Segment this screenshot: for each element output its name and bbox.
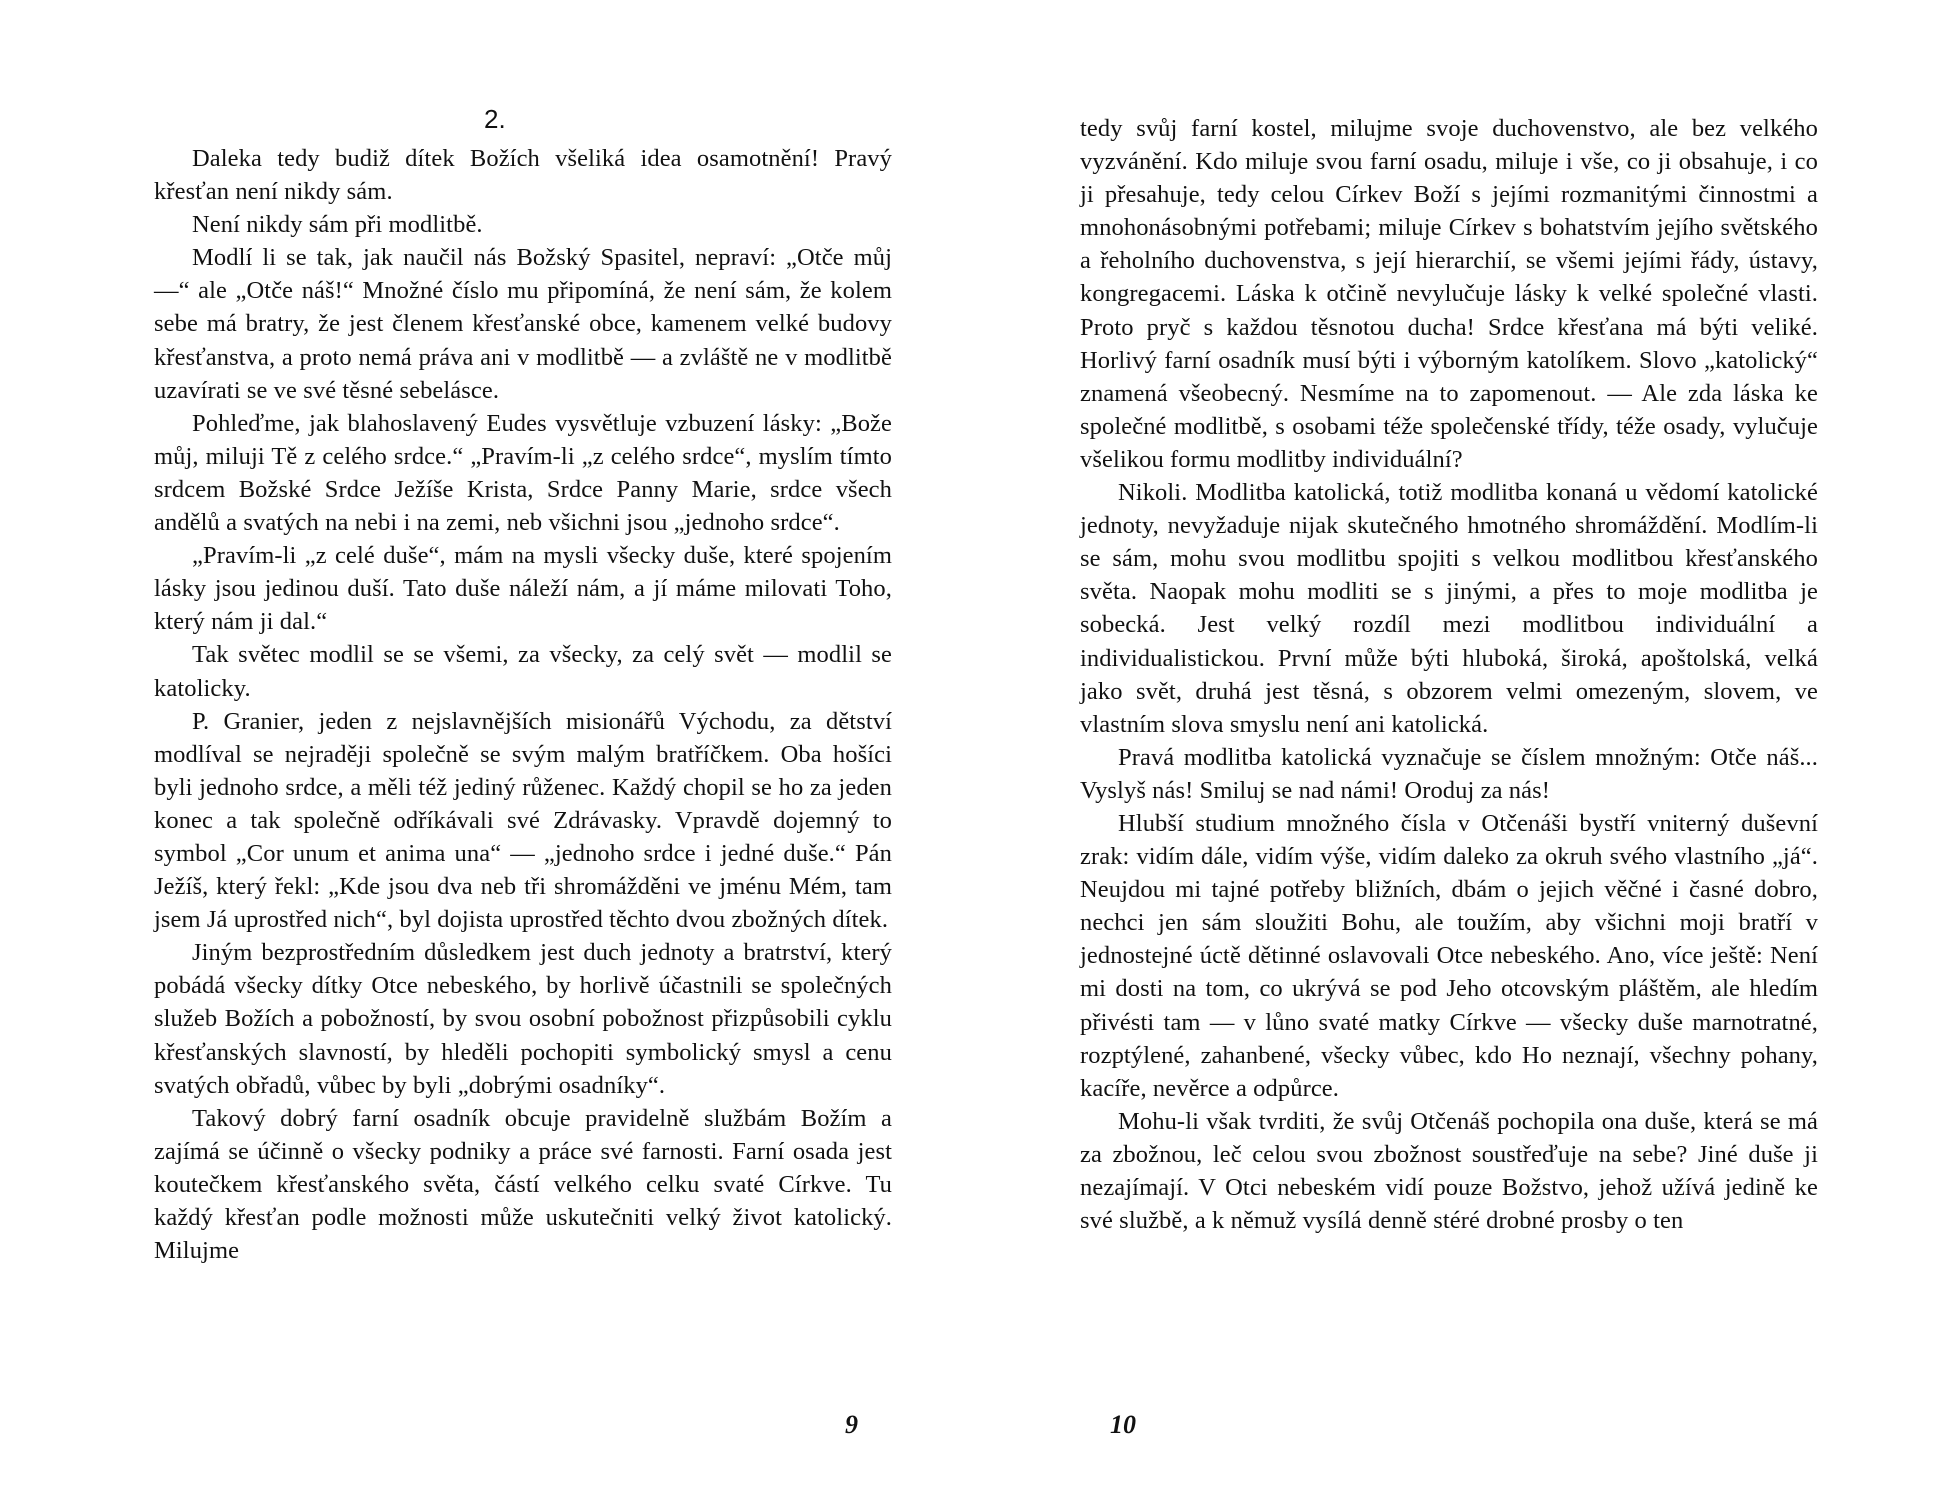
paragraph: Pravá modlitba katolická vyznačuje se číslem množným: Otče náš... Vyslyš nás! Smiluj se nad námi! Oroduj za nás!	[1080, 743, 1818, 804]
page-number: 10	[1110, 1410, 1136, 1439]
section-number: 2.	[484, 104, 506, 134]
page-number: 9	[845, 1410, 858, 1439]
paragraph: Jiným bezprostředním důsledkem jest duch jednoty a bratrství, který pobádá všecky dítky Otce nebeského, by horlivě účastnili se společných služeb Božích a pobožností, by svou osobní pobožnost přizpůsobili cyklu křesťanských slavností, by hleděli pochopiti symbolický smysl a cenu svatých obřadů, vůbec by byli „dobrými osadníky“.	[154, 939, 892, 1099]
paragraph: Daleka tedy budiž dítek Božích všeliká idea osamotnění! Pravý křesťan není nikdy sám.	[154, 145, 892, 206]
paragraph: Takový dobrý farní osadník obcuje pravidelně službám Božím a zajímá se účinně o všecky podniky a práce své farnosti. Farní osada jest koutečkem křesťanského světa, částí velkého celku svaté Církve. Tu každý křesťan podle možnosti může uskutečniti velký život katolický. Milujme	[154, 1104, 892, 1265]
paragraph: P. Granier, jeden z nejslavnějších misionářů Východu, za dětství modlíval se nejraději společně se svým malým bratříčkem. Oba hošíci byli jednoho srdce, a měli též jediný růženec. Každý chopil se ho za jeden konec a tak společně odříkávali své Zdrávasky. Vpravdě dojemný to symbol „Cor unum et anima una“ — „jednoho srdce i jedné duše.“ Pán Ježíš, který řekl: „Kde jsou dva neb tři shromážděni ve jménu Mém, tam jsem Já uprostřed nich“, byl dojista uprostřed těchto dvou zbožných dítek.	[154, 707, 892, 934]
paragraph: Hlubší studium množného čísla v Otčenáši bystří vniterný duševní zrak: vidím dále, vidím výše, vidím daleko za okruh svého vlastního „já“. Neujdou mi tajné potřeby bližních, dbám o jejich věčné i časné dobro, nechci jen sám sloužiti Bohu, ale toužím, aby všichni moji bratří v jednostejné úctě dětinné oslavovali Otce nebeského. Ano, více ještě: Není mi dosti na tom, co ukrývá se pod Jeho otcovským pláštěm, ale hledím přivésti tam — v lůno svaté matky Církve — všecky duše marnotratné, rozptýlené, zahanbené, všecky vůbec, kdo Ho neznají, všechny pohany, kacíře, nevěrce a odpůrce.	[1080, 809, 1818, 1102]
right-page-text	[1080, 112, 1818, 1237]
paragraph: Nikoli. Modlitba katolická, totiž modlitba konaná u vědomí katolické jednoty, nevyžaduje nijak skutečného hmotného shromáždění. Modlím-li se sám, mohu svou modlitbu spojiti s velkou modlitbou křesťanského světa. Naopak mohu modliti se s jinými, a přes to moje modlitba je sobecká. Jest velký rozdíl mezi modlitbou individuální a individualistickou. První může býti hluboká, široká, apoštolská, velká jako svět, druhá jest těsná, s obzorem velmi omezeným, slovem, ve vlastním slova smyslu není ani katolická.	[1080, 479, 1818, 738]
paragraph: Mohu-li však tvrditi, že svůj Otčenáš pochopila ona duše, která se má za zbožnou, leč celou svou zbožnost soustřeďuje na sebe? Jiné duše ji nezajímají. V Otci nebeském vidí pouze Božstvo, jehož užívá jedině ke své službě, a k němuž vysílá denně stéré drobné prosby o ten	[1080, 1107, 1818, 1235]
paragraph: Pohleďme, jak blahoslavený Eudes vysvětluje vzbuzení lásky: „Bože můj, miluji Tě z celého srdce.“ „Pravím-li „z celého srdce“, myslím tímto srdcem Božské Srdce Ježíše Krista, Srdce Panny Marie, srdce všech andělů a svatých na nebi i na zemi, neb všichni jsou „jednoho srdce“.	[154, 409, 892, 537]
paragraph: Tak světec modlil se se všemi, za všecky, za celý svět — modlil se katolicky.	[154, 641, 892, 702]
left-page-text	[154, 142, 892, 1267]
paragraph: „Pravím-li „z celé duše“, mám na mysli všecky duše, které spojením lásky jsou jedinou duší. Tato duše náleží nám, a jí máme milovati Toho, který nám ji dal.“	[154, 542, 892, 636]
paragraph: Není nikdy sám při modlitbě.	[192, 211, 483, 239]
right-page	[979, 0, 1958, 1500]
paragraph: Modlí li se tak, jak naučil nás Božský Spasitel, nepraví: „Otče můj —“ ale „Otče náš!“ Množné číslo mu připomíná, že není sám, že kolem sebe má bratry, že jest členem křesťanské obce, kamenem velké budovy křesťanstva, a proto nemá práva ani v modlitbě — a zvláště ne v modlitbě uzavírati se ve své těsné sebelásce.	[154, 244, 892, 404]
paragraph: tedy svůj farní kostel, milujme svoje duchovenstvo, ale bez velkého vyzvánění. Kdo miluje svou farní osadu, miluje i vše, co ji obsahuje, i co ji přesahuje, tedy celou Církev Boží s jejími rozmanitými činnostmi a mnohonásobnými potřebami; miluje Církev s bohatstvím jejího světského a řeholního duchovenstva, s její hierarchií, se všemi jejími řády, ústavy, kongregacemi. Láska k otčině nevylučuje lásky k velké společné vlasti. Proto pryč s každou těsnotou ducha! Srdce křesťana má býti veliké. Horlivý farní osadník musí býti i výborným katolíkem. Slovo „katolický“ znamená všeobecný. Nesmíme na to zapomenout. — Ale zda láska ke společné modlitbě, s osobami téže společenské třídy, téže osady, vylučuje všelikou formu modlitby individuální?	[1080, 115, 1818, 473]
